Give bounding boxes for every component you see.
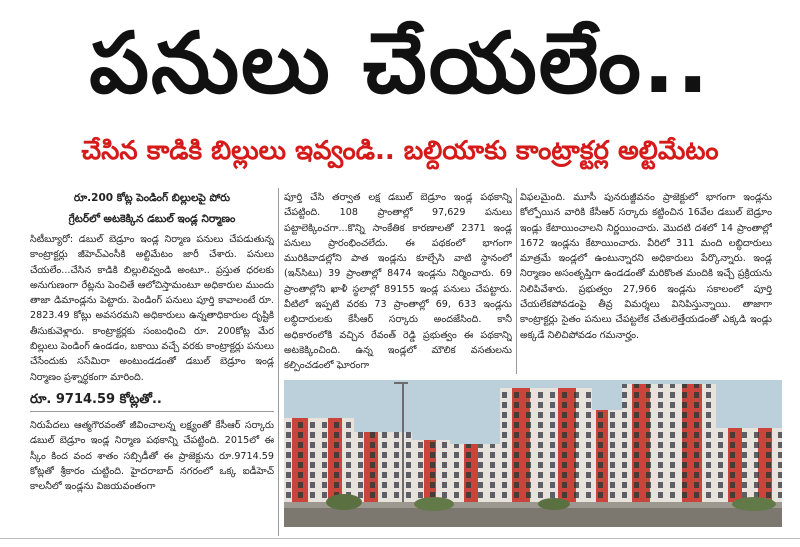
article-column-3 (520, 190, 772, 375)
housing-photo (284, 380, 782, 527)
housing-photo-illustration (284, 380, 782, 527)
column-divider-right (516, 188, 517, 374)
inline-subheading: రూ. 9714.59 కోట్లతో.. (30, 391, 274, 412)
article-column-2 (284, 190, 512, 375)
bottom-rule (0, 538, 800, 539)
paragraph: సిటీబ్యూరో: డబుల్ బెడ్రూం ఇండ్ల నిర్మాణ పనులు చేపడుతున్న కాంట్రాక్టర్లు జీహెచ్ఎంసీకి అల్టిమేటం జారీ చేశారు. పనులు చేయలేం...చేసిన కాడికి బిల్లులివ్వండి అంటూ.. ప్రస్తుత ధరలకు అనుగుణంగా రేట్లను పెంచితే ఆలోచిస్తామంటూ అధికారుల ముందు తాజా డిమాండ్లను పెట్టారు. పెండింగ్ పనులు పూర్తి కావాలంటే రూ. 2823.49 కోట్లు అవసరమని అధికారులు ఉన్నతాధికారుల దృష్టికి తీసుకువెళ్లారు. కాంట్రాక్టర్లకు సంబంధించి రూ. 200కోట్ల మేర బిల్లులు పెండింగ్ ఉండడం, బకాయి వచ్చే వరకు కాంట్రాక్టర్లు పనులు చేసేందుకు ససేమిరా అంటుండడంతో డబుల్ బెడ్రూం ఇండ్ల నిర్మాణం ప్రశ్నార్థకంగా మారింది. (30, 234, 274, 383)
paragraph: విఫలమైంది. మూసీ పునరుజ్జీవనం ప్రాజెక్టులో భాగంగా ఇండ్లను కోల్పోయిన వారికి కేసీఆర్ సర్కారు కట్టించిన 16వేల డబుల్ బెడ్రూం ఇండ్లు కేటాయించాలని నిర్ణయించారు. మొదటి దశలో 14 ప్రాంతాల్లో 1672 ఇండ్లను కేటాయించారు. వీరిలో 311 మంది లబ్ధిదారులు మాత్రమే ఇండ్లలో ఉంటున్నారని అధికారులు పేర్కొన్నారు. ఇండ్ల నిర్మాణం అసంతృప్తిగా ఉండడంతో మరికొంత మందికి ఇచ్చే ప్రక్రియను నిలిపివేశారు. ప్రభుత్వం 27,966 ఇండ్లను సకాలంలో పూర్తి చేయలేకపోవడంపై తీవ్ర విమర్శలు వినిపిస్తున్నాయి. తాజాగా కాంట్రాక్టర్లు సైతం పనులు చేపట్టలేక చేతులెత్తేయడంతో ఎక్కడి ఇండ్లు అక్కడే నిలిచిపోవడం గమనార్హం. (520, 192, 772, 341)
paragraph: పూర్తి చేసి తర్వాత లక్ష డబుల్ బెడ్రూం ఇండ్ల పథకాన్ని చేపట్టింది. 108 ప్రాంతాల్లో 97,629 పనులు పట్టాలెక్కించగా...కొన్ని సాంకేతిక కారణాలతో 2371 ఇండ్ల పనులు ప్రారంభించలేదు. ఈ పథకంలో భాగంగా మురికివాడల్లోని పాత ఇండ్లను కూల్చేసి వాటి స్థానంలో (ఇన్‌సిటు) 39 ప్రాంతాల్లో 8474 ఇండ్లను నిర్మించారు. 69 ప్రాంతాల్లోని ఖాళీ స్థలాల్లో 89155 ఇండ్ల పనులు చేపట్టారు. వీటిలో ఇప్పటి వరకు 73 ప్రాంతాల్లో 69, 633 ఇండ్లను లబ్ధిదారులకు కేసీఆర్ సర్కారు అందజేసింది. కానీ అధికారంలోకి వచ్చిన రేవంత్ రెడ్డి ప్రభుత్వం ఈ పథకాన్ని అటకెక్కించింది. ఉన్న ఇండ్లలో మౌలిక వసతులను కల్పించడంలో ఘోరంగా (284, 192, 512, 372)
article-column-1 (30, 190, 274, 540)
kicker-top: రూ.200 కోట్ల పెండింగ్ బిల్లులపై పోరు (73, 192, 231, 204)
column-divider-left (278, 188, 279, 536)
headline: పనులు చేయలేం.. (89, 14, 711, 112)
kicker-sub: గ్రేటర్‌లో అటకెక్కిన డబుల్ ఇండ్ల నిర్మాణం (68, 213, 236, 225)
subheadline: చేసిన కాడికి బిల్లులు ఇవ్వండి.. బల్దియాకు కాంట్రాక్టర్ల అల్టిమేటం (81, 136, 719, 166)
paragraph: నిరుపేదలు ఆత్మగౌరవంతో జీవించాలన్న లక్ష్యంతో కేసీఆర్ సర్కారు డబుల్ బెడ్రూం ఇండ్ల నిర్మాణ పథకాన్ని చేపట్టింది. 2015లో ఈ స్కీం కింద వంద శాతం సబ్సిడీతో ఈ ప్రాజెక్టును రూ.9714.59 కోట్లతో శ్రీకారం చుట్టింది. హైదరాబాద్ నగరంలో ఒక్క ఐడీహెచ్ కాలనీలో ఇండ్లను విజయవంతంగా (30, 419, 274, 493)
